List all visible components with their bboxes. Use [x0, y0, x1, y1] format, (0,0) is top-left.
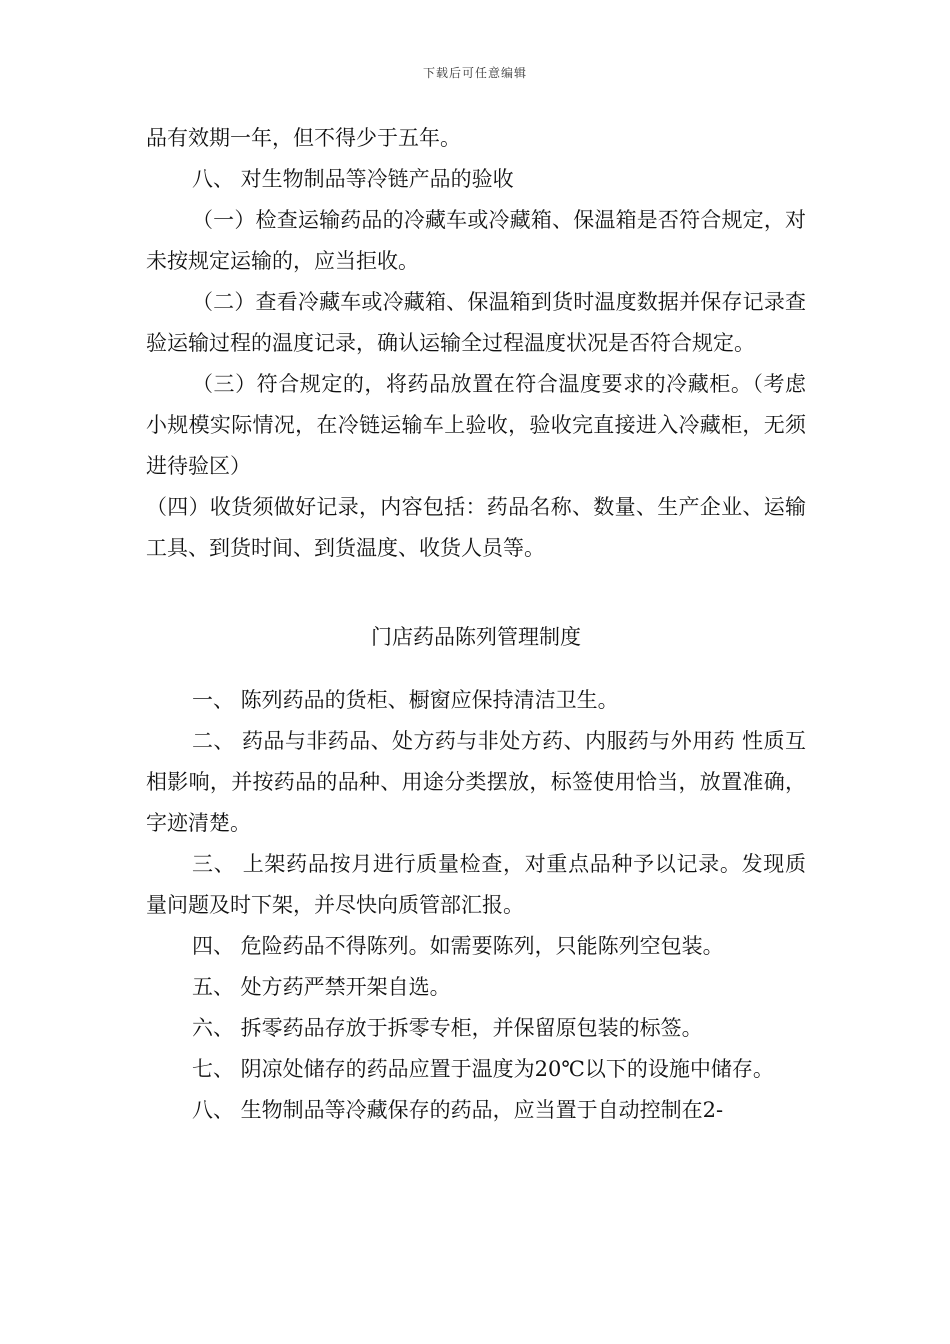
rule-item-5: 五、 处方药严禁开架自选。	[192, 975, 451, 999]
rule-item-6: 六、 拆零药品存放于拆零专柜，并保留原包装的标签。	[192, 1016, 703, 1040]
rule-item-8: 八、 生物制品等冷藏保存的药品，应当置于自动控制在2-	[192, 1098, 724, 1122]
paragraph-item-4: （四）收货须做好记录，内容包括：药品名称、数量、生产企业、运输工具、到货时间、到货温度、收货人员等。	[146, 495, 806, 560]
paragraph-item-2: （二）查看冷藏车或冷藏箱、保温箱到货时温度数据并保存记录查验运输过程的温度记录，确认运输全过程温度状况是否符合规定。	[146, 290, 806, 355]
document-body	[146, 118, 806, 1131]
rule-item-7: 七、 阴凉处储存的药品应置于温度为20℃以下的设施中储存。	[192, 1057, 774, 1081]
rule-item-1: 一、 陈列药品的货柜、橱窗应保持清洁卫生。	[192, 688, 619, 712]
rule-item-2: 二、 药品与非药品、处方药与非处方药、内服药与外用药 性质互相影响，并按药品的品种、用途分类摆放，标签使用恰当，放置准确，字迹清楚。	[146, 729, 806, 835]
spacer	[146, 658, 806, 680]
paragraph-item-3: （三）符合规定的，将药品放置在符合温度要求的冷藏柜。（考虑小规模实际情况，在冷链运输车上验收，验收完直接进入冷藏柜，无须进待验区）	[146, 372, 806, 478]
document-title: 门店药品陈列管理制度	[371, 625, 581, 649]
section-heading-cold-chain: 八、 对生物制品等冷链产品的验收	[192, 167, 514, 191]
rule-item-4: 四、 危险药品不得陈列。如需要陈列，只能陈列空包装。	[192, 934, 724, 958]
paragraph-continuation: 品有效期一年，但不得少于五年。	[146, 126, 461, 150]
rule-item-3: 三、 上架药品按月进行质量检查，对重点品种予以记录。发现质量问题及时下架，并尽快向质管部汇报。	[146, 852, 806, 917]
spacer	[146, 569, 806, 617]
paragraph-item-1: （一）检查运输药品的冷藏车或冷藏箱、保温箱是否符合规定，对未按规定运输的，应当拒收。	[146, 208, 806, 273]
page-header: 下载后可任意编辑	[422, 66, 527, 80]
